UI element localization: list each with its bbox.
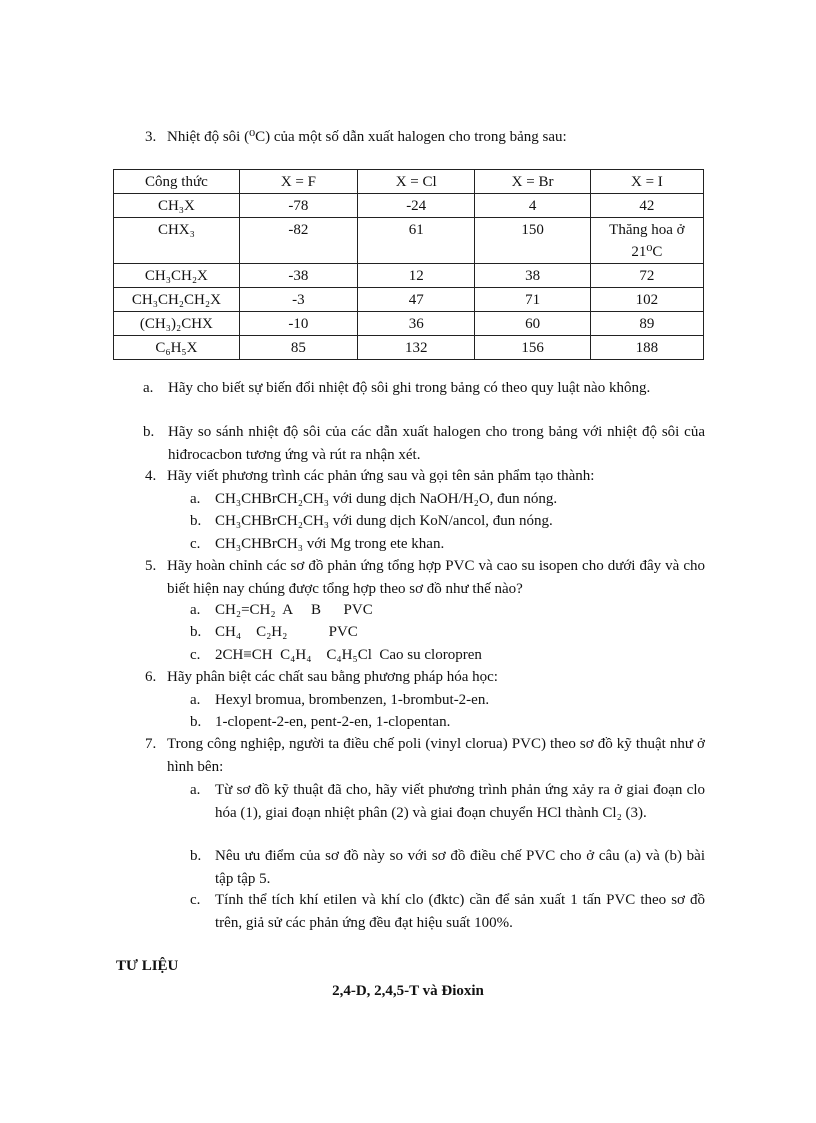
item-label: b. bbox=[190, 848, 202, 864]
formula-cell: CH₃CH₂X bbox=[114, 264, 240, 288]
value-cell: 71 bbox=[475, 288, 590, 312]
header-cell: X = Br bbox=[475, 170, 590, 194]
question-text: Nhiệt độ sôi (⁰C) của một số dẫn xuất halogen cho trong bảng sau: bbox=[167, 129, 567, 145]
formula-cell: CHX₃ bbox=[114, 218, 240, 264]
item-text: Hexyl bromua, brombenzen, 1-brombut-2-en. bbox=[215, 692, 490, 708]
value-cell: 12 bbox=[358, 264, 475, 288]
reaction-scheme: 2CH≡CH C₄H₄ C₄H₅Cl Cao su cloropren bbox=[215, 647, 482, 663]
item-label: a. bbox=[190, 491, 201, 507]
question-5c bbox=[190, 644, 710, 667]
question-3 bbox=[145, 126, 705, 149]
value-cell: Thăng hoa ở 21⁰C bbox=[590, 218, 703, 264]
question-text: Hãy phân biệt các chất sau bằng phương pháp hóa học: bbox=[167, 669, 498, 685]
table-row bbox=[114, 218, 704, 264]
value-cell: 150 bbox=[475, 218, 590, 264]
question-5a bbox=[190, 599, 710, 622]
value-cell: -78 bbox=[239, 194, 357, 218]
question-6b bbox=[190, 711, 710, 734]
value-cell: 42 bbox=[590, 194, 703, 218]
question-4c bbox=[190, 533, 710, 556]
question-text: Hãy hoàn chỉnh các sơ đồ phản ứng tổng hợp PVC và cao su isopen cho dưới đây và cho biết hiện nay chúng được tổng hợp theo sơ đồ như thế nào? bbox=[167, 558, 705, 597]
value-cell: 72 bbox=[590, 264, 703, 288]
reaction-scheme: CH₄ C₂H₂ PVC bbox=[215, 624, 358, 640]
question-6a bbox=[190, 689, 710, 712]
question-6 bbox=[145, 666, 705, 689]
value-cell: 132 bbox=[358, 336, 475, 360]
question-7c bbox=[190, 889, 705, 935]
section-title: TƯ LIỆU bbox=[116, 958, 179, 974]
question-7 bbox=[145, 733, 705, 779]
question-number: 5. bbox=[145, 558, 157, 574]
table-row bbox=[114, 288, 704, 312]
header-cell: X = I bbox=[590, 170, 703, 194]
item-text: CH₃CHBrCH₂CH₃ với dung dịch KoN/ancol, đun nóng. bbox=[215, 513, 553, 529]
question-number: 7. bbox=[145, 736, 157, 752]
table-row bbox=[114, 264, 704, 288]
question-4b bbox=[190, 510, 710, 533]
value-cell: -82 bbox=[239, 218, 357, 264]
value-cell: 4 bbox=[475, 194, 590, 218]
header-cell: X = Cl bbox=[358, 170, 475, 194]
value-cell: 60 bbox=[475, 312, 590, 336]
question-text: Hãy viết phương trình các phản ứng sau và gọi tên sản phẩm tạo thành: bbox=[167, 468, 595, 484]
article-title: 2,4-D, 2,4,5-T và Đioxin bbox=[332, 983, 484, 999]
item-text: 1-clopent-2-en, pent-2-en, 1-clopentan. bbox=[215, 714, 451, 730]
value-cell: -3 bbox=[239, 288, 357, 312]
item-label: a. bbox=[190, 602, 201, 618]
item-text: Tính thể tích khí etilen và khí clo (đktc) cần để sản xuất 1 tấn PVC theo sơ đồ trên, giả sử các phản ứng đều đạt hiệu suất 100%. bbox=[215, 892, 705, 931]
question-3a bbox=[143, 377, 705, 400]
item-label: b. bbox=[190, 513, 202, 529]
value-cell: -10 bbox=[239, 312, 357, 336]
value-cell: 102 bbox=[590, 288, 703, 312]
question-5b bbox=[190, 621, 710, 644]
table-row bbox=[114, 336, 704, 360]
reaction-scheme: CH₂=CH₂ A B PVC bbox=[215, 602, 373, 618]
value-cell: 89 bbox=[590, 312, 703, 336]
boiling-point-table bbox=[113, 169, 704, 360]
table-header-row bbox=[114, 170, 704, 194]
question-7b bbox=[190, 845, 705, 891]
item-text: Nêu ưu điểm của sơ đồ này so với sơ đồ điều chế PVC cho ở câu (a) và (b) bài tập tập 5. bbox=[215, 848, 705, 887]
value-cell: 36 bbox=[358, 312, 475, 336]
value-cell: 85 bbox=[239, 336, 357, 360]
item-label: b. bbox=[190, 714, 202, 730]
value-cell: 47 bbox=[358, 288, 475, 312]
value-cell: 156 bbox=[475, 336, 590, 360]
value-cell: -24 bbox=[358, 194, 475, 218]
item-label: a. bbox=[143, 380, 154, 396]
item-text: Từ sơ đồ kỹ thuật đã cho, hãy viết phương trình phản ứng xảy ra ở giai đoạn clo hóa (1), giai đoạn nhiệt phân (2) và giai đoạn chuyển HCl thành Cl₂ (3). bbox=[215, 782, 705, 821]
item-label: b. bbox=[190, 624, 202, 640]
question-3b bbox=[143, 421, 705, 467]
header-cell: X = F bbox=[239, 170, 357, 194]
item-text: Hãy so sánh nhiệt độ sôi của các dẫn xuất halogen cho trong bảng với nhiệt độ sôi của hiđrocacbon tương ứng và rút ra nhận xét. bbox=[168, 424, 705, 463]
formula-cell: CH₃CH₂CH₂X bbox=[114, 288, 240, 312]
question-number: 6. bbox=[145, 669, 157, 685]
item-label: a. bbox=[190, 692, 201, 708]
value-cell: -38 bbox=[239, 264, 357, 288]
item-label: c. bbox=[190, 536, 201, 552]
item-label: a. bbox=[190, 782, 201, 798]
table-row bbox=[114, 194, 704, 218]
item-label: c. bbox=[190, 892, 201, 908]
header-cell: Công thức bbox=[114, 170, 240, 194]
value-cell: 38 bbox=[475, 264, 590, 288]
question-number: 3. bbox=[145, 129, 157, 145]
formula-cell: C₆H₅X bbox=[114, 336, 240, 360]
item-label: b. bbox=[143, 424, 155, 440]
question-number: 4. bbox=[145, 468, 157, 484]
table-row bbox=[114, 312, 704, 336]
value-cell: 61 bbox=[358, 218, 475, 264]
item-text: CH₃CHBrCH₂CH₃ với dung dịch NaOH/H₂O, đun nóng. bbox=[215, 491, 558, 507]
item-text: Hãy cho biết sự biến đổi nhiệt độ sôi ghi trong bảng có theo quy luật nào không. bbox=[168, 380, 651, 396]
question-text: Trong công nghiệp, người ta điều chế poli (vinyl clorua) PVC) theo sơ đồ kỹ thuật như ở hình bên: bbox=[167, 736, 705, 775]
item-text: CH₃CHBrCH₃ với Mg trong ete khan. bbox=[215, 536, 445, 552]
question-4 bbox=[145, 465, 705, 488]
formula-cell: CH₃X bbox=[114, 194, 240, 218]
question-7a bbox=[190, 779, 705, 825]
item-label: c. bbox=[190, 647, 201, 663]
formula-cell: (CH₃)₂CHX bbox=[114, 312, 240, 336]
value-cell: 188 bbox=[590, 336, 703, 360]
question-4a bbox=[190, 488, 710, 511]
question-5 bbox=[145, 555, 705, 601]
